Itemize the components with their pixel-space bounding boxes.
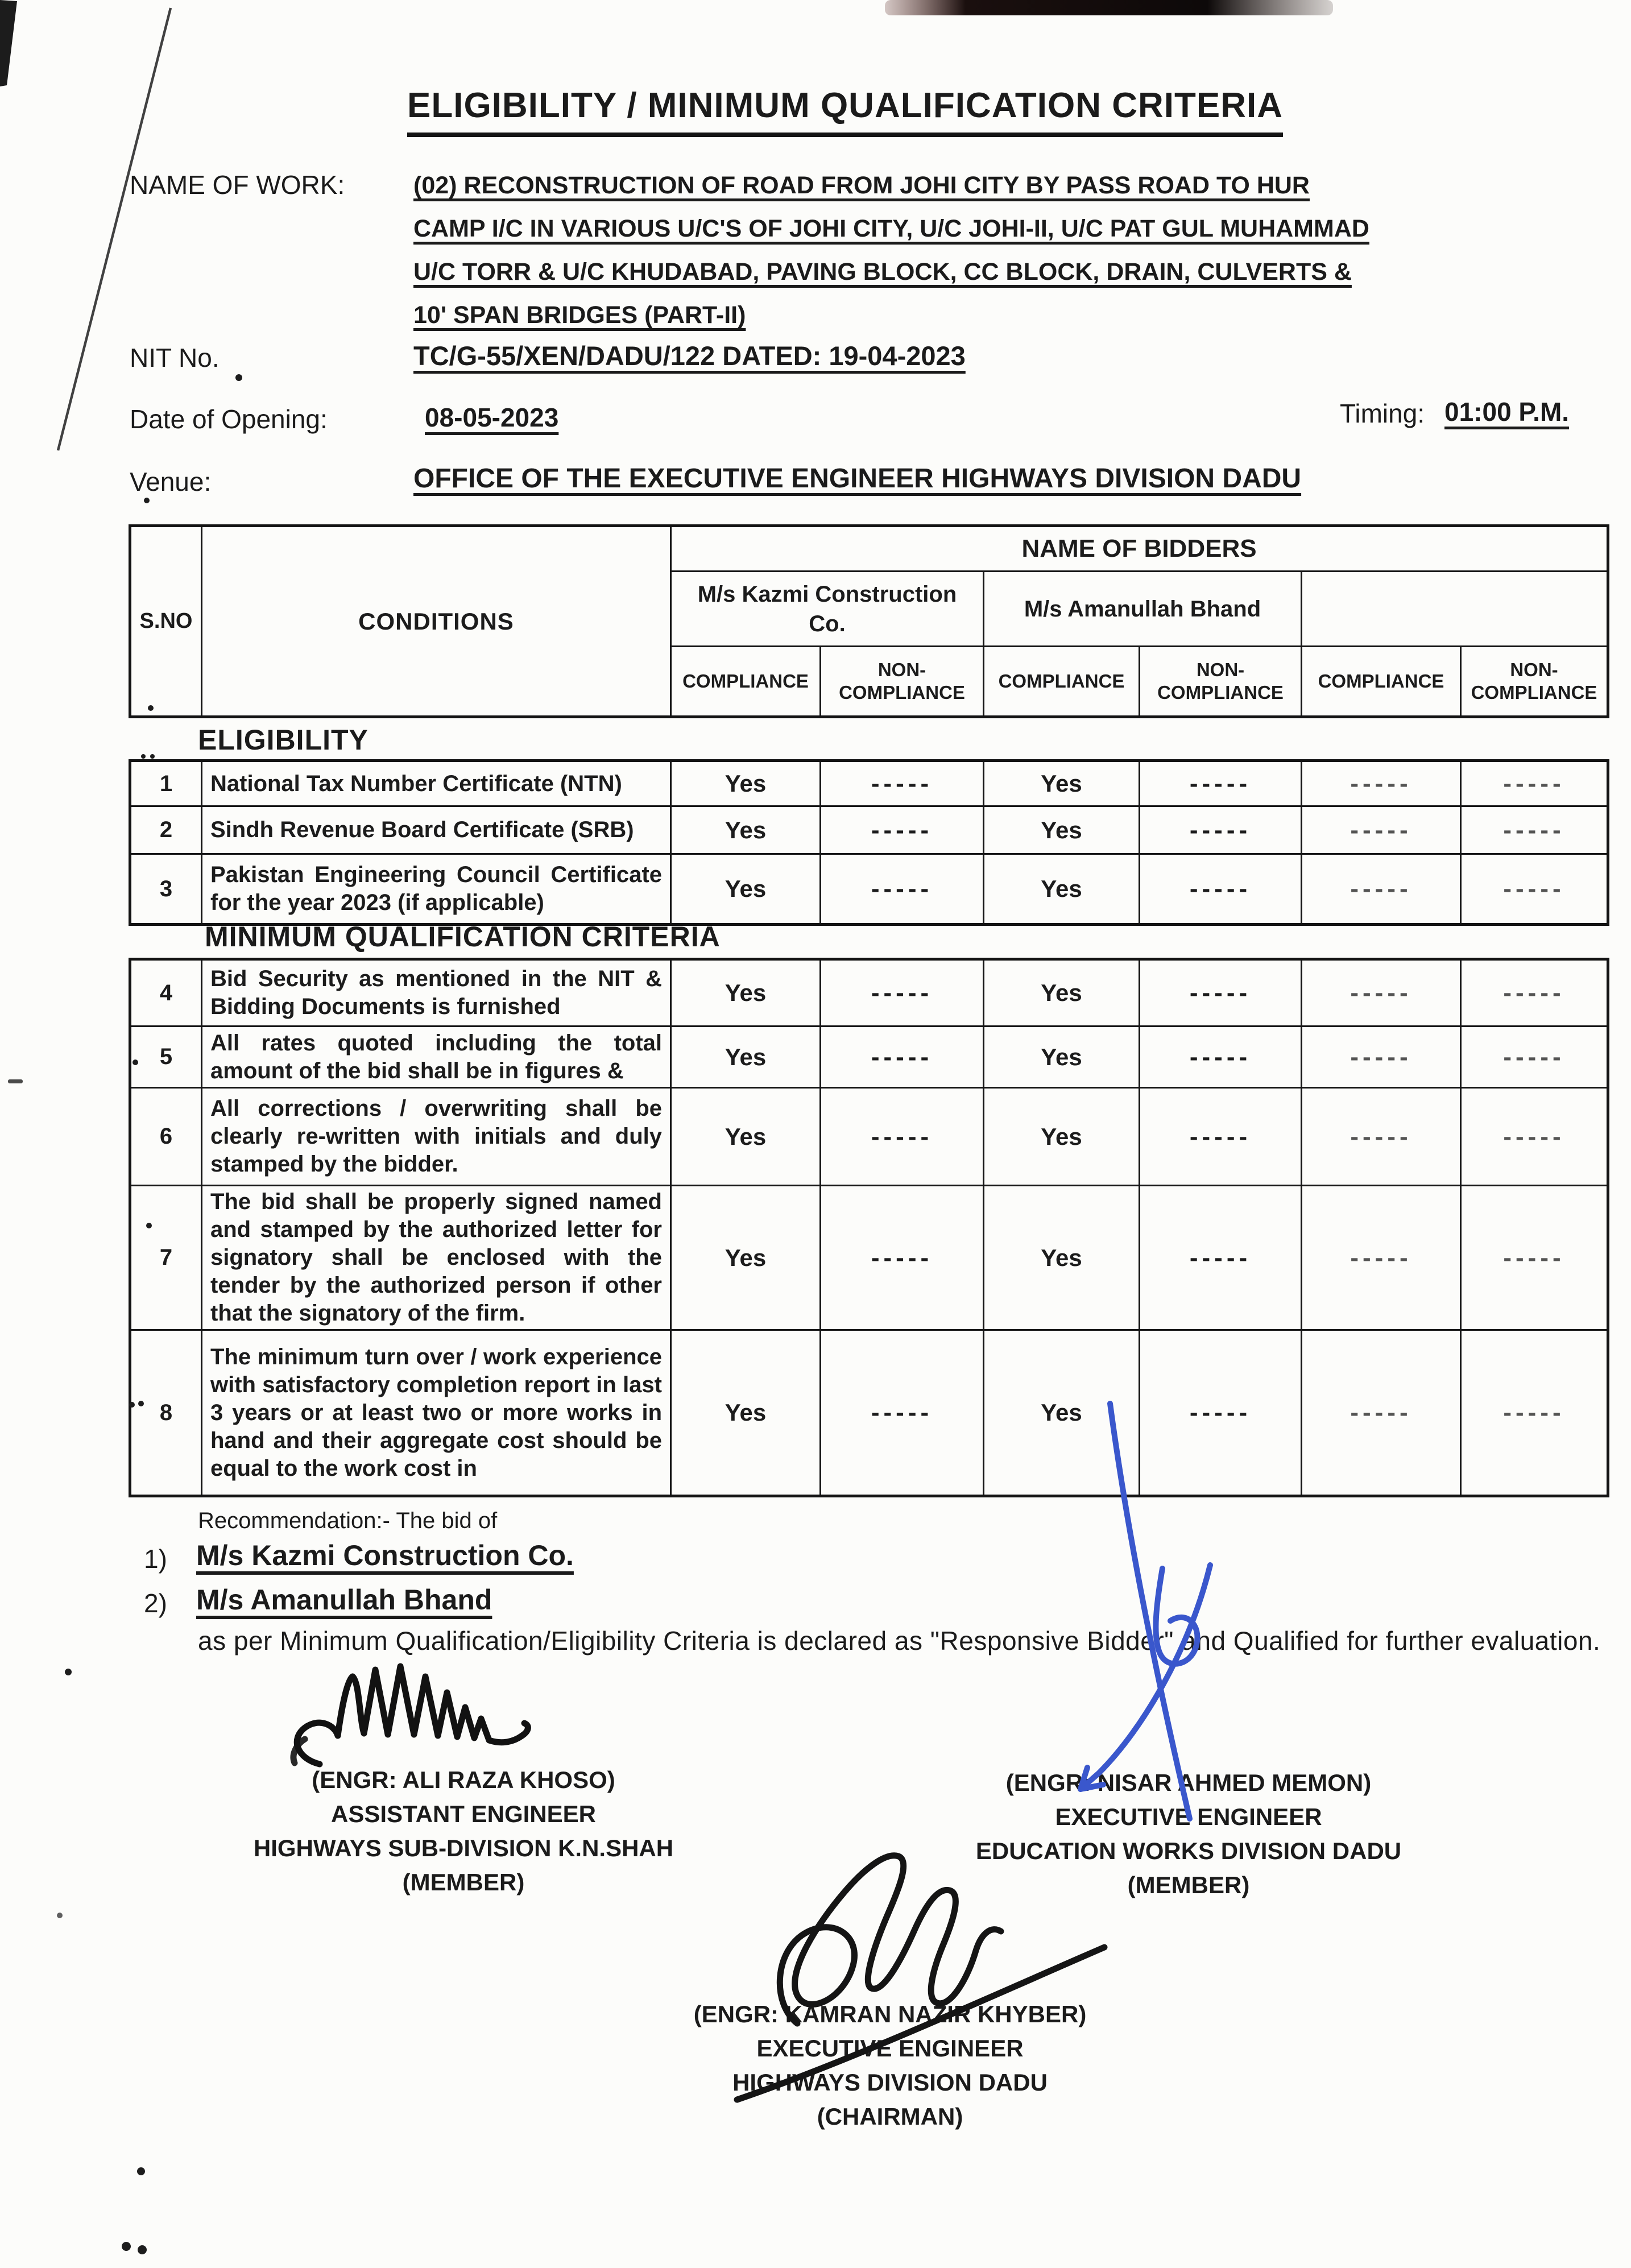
compliance-cell: Yes: [984, 1088, 1140, 1186]
row-sno: 1: [130, 761, 202, 806]
nit-label: NIT No.: [130, 343, 220, 373]
criteria-table-header: [129, 524, 1609, 718]
scan-blob-artifact: [885, 0, 1333, 15]
compliance-cell: Yes: [984, 806, 1140, 854]
non-compliance-cell: -----: [1461, 854, 1608, 925]
compliance-cell: Yes: [671, 1330, 821, 1496]
signatory-block-chairman: [606, 1997, 1174, 2134]
signatory-division: HIGHWAYS DIVISION DADU: [732, 2069, 1048, 2096]
bidder-name: M/s Amanullah Bhand: [984, 572, 1302, 647]
date-of-opening-value: 08-05-2023: [425, 403, 559, 432]
compliance-cell: Yes: [984, 1027, 1140, 1088]
non-compliance-cell: -----: [1461, 1186, 1608, 1330]
compliance-header: COMPLIANCE: [671, 647, 821, 717]
non-compliance-cell: -----: [1140, 1088, 1302, 1186]
non-compliance-cell: -----: [1140, 761, 1302, 806]
signatory-title: EXECUTIVE ENGINEER: [1055, 1803, 1322, 1830]
signature-ali-raza-khoso: [293, 1666, 528, 1764]
non-compliance-header: NON-COMPLIANCE: [1461, 647, 1608, 717]
timing-label: Timing:: [1340, 399, 1425, 428]
non-compliance-cell: -----: [1461, 1330, 1608, 1496]
signatory-name: (ENGR: ALI RAZA KHOSO): [312, 1766, 615, 1793]
signatory-name: (ENGR: KAMRAN NAZIR KHYBER): [693, 2001, 1087, 2027]
signatory-division: EDUCATION WORKS DIVISION DADU: [975, 1837, 1402, 1864]
row-sno: 6: [130, 1088, 202, 1186]
non-compliance-cell: -----: [1140, 1027, 1302, 1088]
bidder-name: M/s Kazmi Construction Co.: [671, 572, 984, 647]
recommendation-lead: Recommendation:- The bid of: [198, 1508, 498, 1533]
row-condition: Pakistan Engineering Council Certificate for the year 2023 (if applicable): [202, 854, 671, 925]
compliance-header: COMPLIANCE: [1302, 647, 1461, 717]
compliance-cell: Yes: [671, 854, 821, 925]
non-compliance-cell: -----: [1140, 1330, 1302, 1496]
bidders-header: NAME OF BIDDERS: [671, 526, 1608, 572]
work-line: U/C TORR & U/C KHUDABAD, PAVING BLOCK, CC BLOCK, DRAIN, CULVERTS &: [413, 258, 1352, 285]
non-compliance-cell: -----: [821, 1330, 984, 1496]
table-row: [130, 854, 1608, 925]
corner-artifact: [0, 0, 17, 86]
non-compliance-cell: -----: [1140, 806, 1302, 854]
table-row: [130, 1330, 1608, 1496]
compliance-cell: -----: [1302, 1186, 1461, 1330]
row-condition: National Tax Number Certificate (NTN): [202, 761, 671, 806]
table-row: [130, 1186, 1608, 1330]
row-sno: 8: [130, 1330, 202, 1496]
recommendation-bidder-1: M/s Kazmi Construction Co.: [196, 1539, 574, 1571]
compliance-cell: -----: [1302, 959, 1461, 1027]
non-compliance-header: NON-COMPLIANCE: [1140, 647, 1302, 717]
compliance-cell: Yes: [984, 854, 1140, 925]
compliance-cell: -----: [1302, 1330, 1461, 1496]
compliance-cell: Yes: [671, 806, 821, 854]
row-condition: Bid Security as mentioned in the NIT & Bidding Documents is furnished: [202, 959, 671, 1027]
signatory-role: (MEMBER): [402, 1869, 525, 1895]
compliance-cell: Yes: [984, 1330, 1140, 1496]
non-compliance-cell: -----: [821, 1027, 984, 1088]
eligibility-section-heading: ELIGIBILITY: [198, 724, 369, 756]
name-of-work-label: NAME OF WORK:: [130, 170, 345, 200]
row-condition: The bid shall be properly signed named and stamped by the authorized letter for signatory shall be enclosed with the tender by the authorized person if other that the signatory of the firm.: [202, 1186, 671, 1330]
timing-value: 01:00 P.M.: [1444, 397, 1570, 427]
conditions-header: CONDITIONS: [202, 526, 671, 717]
venue-label: Venue:: [130, 467, 212, 496]
non-compliance-cell: -----: [1461, 1027, 1608, 1088]
minimum-qualification-section-heading: MINIMUM QUALIFICATION CRITERIA: [205, 921, 721, 953]
non-compliance-cell: -----: [1461, 761, 1608, 806]
table-row: [130, 959, 1608, 1027]
non-compliance-cell: -----: [1140, 959, 1302, 1027]
non-compliance-cell: -----: [1461, 806, 1608, 854]
minimum-qualification-table: [129, 958, 1609, 1497]
recommendation-item-number: 2): [144, 1588, 167, 1618]
table-row: [130, 1088, 1608, 1186]
compliance-cell: Yes: [984, 1186, 1140, 1330]
venue-value: OFFICE OF THE EXECUTIVE ENGINEER HIGHWAYS DIVISION DADU: [413, 463, 1302, 494]
name-of-work-value: [413, 164, 1446, 337]
row-sno: 2: [130, 806, 202, 854]
non-compliance-cell: -----: [1140, 854, 1302, 925]
row-condition: All corrections / overwriting shall be clearly re-written with initials and duly stamped by the bidder.: [202, 1088, 671, 1186]
compliance-cell: Yes: [984, 761, 1140, 806]
table-row: [130, 761, 1608, 806]
signatory-role: (CHAIRMAN): [817, 2103, 963, 2130]
work-line: 10' SPAN BRIDGES (PART-II): [413, 301, 746, 329]
signatory-division: HIGHWAYS SUB-DIVISION K.N.SHAH: [253, 1835, 674, 1861]
compliance-cell: -----: [1302, 1088, 1461, 1186]
row-condition: The minimum turn over / work experience with satisfactory completion report in last 3 years or at least two or more works in hand and their aggregate cost should be equal to the work cost in: [202, 1330, 671, 1496]
non-compliance-cell: -----: [821, 959, 984, 1027]
compliance-cell: Yes: [671, 1186, 821, 1330]
non-compliance-cell: -----: [1140, 1186, 1302, 1330]
row-condition: All rates quoted including the total amount of the bid shall be in figures &: [202, 1027, 671, 1088]
signatory-block-member-2: [904, 1766, 1473, 1902]
non-compliance-cell: -----: [1461, 1088, 1608, 1186]
recommendation-item-number: 1): [144, 1544, 167, 1574]
non-compliance-cell: -----: [821, 1088, 984, 1186]
non-compliance-cell: -----: [1461, 959, 1608, 1027]
row-sno: 5: [130, 1027, 202, 1088]
row-condition: Sindh Revenue Board Certificate (SRB): [202, 806, 671, 854]
work-line: (02) RECONSTRUCTION OF ROAD FROM JOHI CITY BY PASS ROAD TO HUR: [413, 172, 1310, 199]
eligibility-table: [129, 759, 1609, 926]
compliance-cell: -----: [1302, 761, 1461, 806]
table-row: [130, 806, 1608, 854]
recommendation-closing: as per Minimum Qualification/Eligibility Criteria is declared as "Responsive Bidder" and Qualified for further evaluation.: [198, 1626, 1601, 1656]
page-edge-line-artifact: [58, 8, 171, 450]
sno-header: S.NO: [130, 526, 202, 717]
page-title: ELIGIBILITY / MINIMUM QUALIFICATION CRITERIA: [407, 85, 1283, 137]
non-compliance-cell: -----: [821, 806, 984, 854]
signatory-title: ASSISTANT ENGINEER: [331, 1801, 596, 1827]
table-row: [130, 1027, 1608, 1088]
non-compliance-cell: -----: [821, 854, 984, 925]
compliance-cell: Yes: [671, 1027, 821, 1088]
compliance-cell: Yes: [671, 1088, 821, 1186]
compliance-cell: Yes: [984, 959, 1140, 1027]
non-compliance-cell: -----: [821, 1186, 984, 1330]
signatory-title: EXECUTIVE ENGINEER: [756, 2035, 1024, 2062]
row-sno: 3: [130, 854, 202, 925]
row-sno: 4: [130, 959, 202, 1027]
compliance-cell: Yes: [671, 761, 821, 806]
compliance-cell: -----: [1302, 1027, 1461, 1088]
compliance-cell: -----: [1302, 806, 1461, 854]
non-compliance-cell: -----: [821, 761, 984, 806]
date-of-opening-label: Date of Opening:: [130, 404, 328, 434]
work-line: CAMP I/C IN VARIOUS U/C'S OF JOHI CITY, U/C JOHI-II, U/C PAT GUL MUHAMMAD: [413, 215, 1369, 242]
signatory-name: (ENGR: NISAR AHMED MEMON): [1005, 1769, 1372, 1796]
non-compliance-header: NON-COMPLIANCE: [821, 647, 984, 717]
nit-value: TC/G-55/XEN/DADU/122 DATED: 19-04-2023: [413, 341, 966, 371]
bidder-name: [1302, 572, 1608, 647]
signatory-role: (MEMBER): [1127, 1872, 1250, 1898]
signatory-block-member-1: [213, 1763, 714, 1899]
compliance-cell: -----: [1302, 854, 1461, 925]
row-sno: 7: [130, 1186, 202, 1330]
compliance-header: COMPLIANCE: [984, 647, 1140, 717]
recommendation-bidder-2: M/s Amanullah Bhand: [196, 1584, 492, 1616]
compliance-cell: Yes: [671, 959, 821, 1027]
